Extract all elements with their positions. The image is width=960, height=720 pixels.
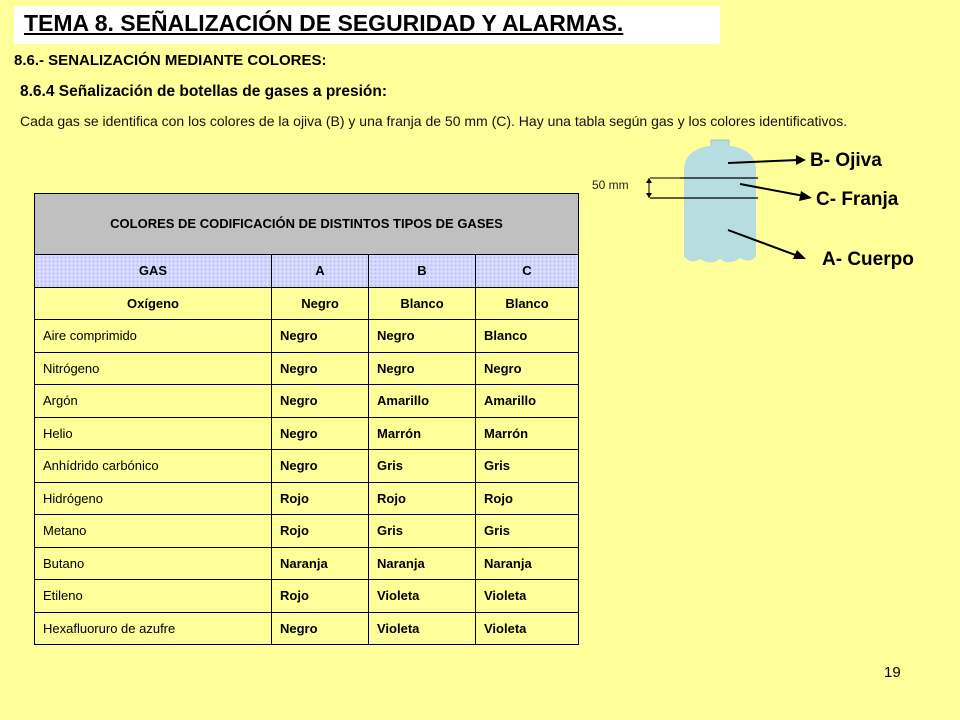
header-gas: GAS	[35, 255, 272, 288]
gas-name-cell: Anhídrido carbónico	[35, 450, 272, 483]
color-cell: Negro	[369, 352, 476, 385]
table-row	[35, 612, 579, 645]
table-body	[35, 287, 579, 645]
color-cell: Negro	[369, 320, 476, 353]
color-cell: Marrón	[369, 417, 476, 450]
color-cell: Negro	[272, 320, 369, 353]
color-cell: Gris	[369, 515, 476, 548]
subsection-heading: 8.6.4 Señalización de botellas de gases a presión:	[20, 83, 387, 100]
label-cuerpo: A- Cuerpo	[822, 249, 914, 270]
arrowhead-ojiva	[796, 155, 806, 165]
gas-name-cell: Hidrógeno	[35, 482, 272, 515]
color-cell: Naranja	[369, 547, 476, 580]
color-cell: Rojo	[272, 580, 369, 613]
table-row	[35, 287, 579, 320]
table-row	[35, 417, 579, 450]
description-text: Cada gas se identifica con los colores de la ojiva (B) y una franja de 50 mm (C). Hay una tabla según gas y los colores identificativos.	[20, 113, 848, 129]
gas-name-cell: Metano	[35, 515, 272, 548]
gas-name-cell: Nitrógeno	[35, 352, 272, 385]
gas-name-cell: Aire comprimido	[35, 320, 272, 353]
color-cell: Rojo	[272, 515, 369, 548]
color-cell: Blanco	[369, 287, 476, 320]
color-cell: Negro	[272, 417, 369, 450]
table-row	[35, 580, 579, 613]
gas-name-cell: Helio	[35, 417, 272, 450]
color-cell: Marrón	[476, 417, 579, 450]
table-caption: COLORES DE CODIFICACIÓN DE DISTINTOS TIPOS DE GASES	[35, 194, 579, 255]
color-cell: Negro	[272, 450, 369, 483]
color-cell: Rojo	[369, 482, 476, 515]
color-cell: Blanco	[476, 320, 579, 353]
color-cell: Violeta	[369, 580, 476, 613]
table-row	[35, 547, 579, 580]
page-number: 19	[884, 664, 901, 681]
page-title: TEMA 8. SEÑALIZACIÓN DE SEGURIDAD Y ALARMAS.	[24, 10, 624, 36]
dimension-label: 50 mm	[592, 178, 629, 192]
color-cell: Negro	[272, 352, 369, 385]
header-b: B	[369, 255, 476, 288]
color-cell: Naranja	[476, 547, 579, 580]
color-cell: Amarillo	[476, 385, 579, 418]
color-cell: Blanco	[476, 287, 579, 320]
color-cell: Gris	[476, 515, 579, 548]
gas-name-cell: Etileno	[35, 580, 272, 613]
color-cell: Negro	[272, 612, 369, 645]
gas-name-cell: Hexafluoruro de azufre	[35, 612, 272, 645]
color-cell: Gris	[369, 450, 476, 483]
table-header-row	[35, 255, 579, 288]
arrowhead-franja	[799, 191, 812, 201]
header-a: A	[272, 255, 369, 288]
color-cell: Negro	[272, 287, 369, 320]
table-row	[35, 515, 579, 548]
table-row	[35, 385, 579, 418]
gas-color-table	[34, 193, 579, 645]
color-cell: Rojo	[272, 482, 369, 515]
gas-name-cell: Argón	[35, 385, 272, 418]
gas-name-cell: Oxígeno	[35, 287, 272, 320]
color-cell: Violeta	[476, 612, 579, 645]
table-row	[35, 482, 579, 515]
gas-name-cell: Butano	[35, 547, 272, 580]
color-cell: Rojo	[476, 482, 579, 515]
color-cell: Negro	[272, 385, 369, 418]
table-row	[35, 352, 579, 385]
color-cell: Naranja	[272, 547, 369, 580]
header-c: C	[476, 255, 579, 288]
table-row	[35, 320, 579, 353]
color-cell: Gris	[476, 450, 579, 483]
section-heading: 8.6.- SENALIZACIÓN MEDIANTE COLORES:	[14, 52, 327, 69]
color-cell: Violeta	[369, 612, 476, 645]
label-franja: C- Franja	[816, 189, 899, 210]
color-cell: Violeta	[476, 580, 579, 613]
label-ojiva: B- Ojiva	[810, 150, 882, 171]
color-cell: Negro	[476, 352, 579, 385]
color-cell: Amarillo	[369, 385, 476, 418]
table-row	[35, 450, 579, 483]
